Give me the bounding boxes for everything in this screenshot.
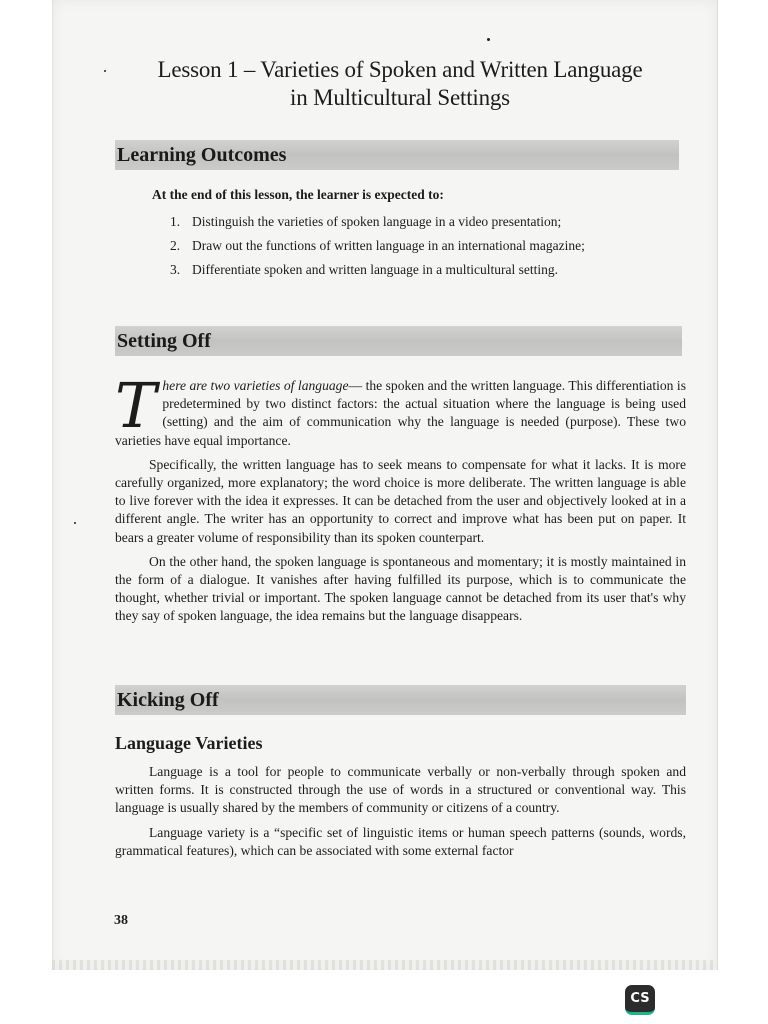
learning-outcomes-heading: Learning Outcomes — [117, 144, 287, 166]
outcome-text: Differentiate spoken and written language in a multicultural setting. — [192, 262, 559, 277]
kicking-off-paragraph-2: Language variety is a “specific set of linguistic items or human speech patterns (sounds, words, grammatical features), which can be associated with some external factor — [115, 824, 686, 858]
setting-off-paragraph-3: On the other hand, the spoken language is spontaneous and momentary; it is mostly maintained in the form of a dialogue. It vanishes after having fulfilled its purpose, which is to communicate the thought, whether trivial or important. The spoken language cannot be detached from its user that's why they say of spoken language, the idea remains but the language disappears. — [115, 553, 686, 624]
paragraph-1-rest: — the spoken and the written language. This differentiation is predetermined by two distinct factors: the actual situation where the language is being used (setting) and the aim of communication why the language is needed (purpose). These two varieties have equal importance. — [115, 378, 687, 448]
setting-off-body — [115, 369, 687, 626]
setting-off-heading: Setting Off — [117, 330, 211, 352]
outcome-number: 2. — [170, 238, 181, 253]
drop-cap: T — [115, 369, 157, 442]
lesson-title-line-2: in Multicultural Settings — [290, 85, 510, 110]
setting-off-bar — [115, 326, 682, 356]
outcome-text: Draw out the functions of written language in an international magazine; — [192, 238, 585, 253]
setting-off-paragraph-1 — [115, 369, 687, 450]
lesson-title — [100, 56, 700, 112]
page-number: 38 — [114, 913, 128, 928]
outcome-item — [170, 210, 585, 234]
camscanner-badge: CS — [625, 985, 655, 1015]
lesson-title-line-1: Lesson 1 – Varieties of Spoken and Written Language — [157, 57, 643, 82]
kicking-off-heading: Kicking Off — [117, 689, 219, 711]
page-bottom-edge — [52, 960, 716, 970]
outcome-item — [170, 234, 585, 258]
outcome-number: 3. — [170, 262, 181, 277]
kicking-off-body — [115, 763, 686, 860]
language-varieties-subheading: Language Varieties — [115, 733, 263, 753]
scan-speck — [487, 38, 490, 41]
learning-outcomes-bar — [115, 140, 679, 170]
outcomes-list — [170, 210, 585, 282]
outcome-item — [170, 258, 585, 282]
kicking-off-paragraph-1: Language is a tool for people to communicate verbally or non-verbally through spoken and written forms. It is constructed through the use of words in a structured or conventional way. This language is usually shared by the members of community or citizens of a country. — [115, 764, 686, 816]
scan-speck — [74, 522, 76, 524]
lead-italic-text: here are two varieties of language — [162, 378, 349, 393]
outcome-number: 1. — [170, 214, 181, 229]
outcomes-intro: At the end of this lesson, the learner is expected to: — [152, 187, 444, 202]
setting-off-paragraph-2: Specifically, the written language has to seek means to compensate for what it lacks. It is more carefully organized, more explanatory; the word choice is more deliberate. The written language is able to live forever with the idea it expresses. It can be detached from the user and objectively looked at in a different angle. The writer has an opportunity to correct and improve what has been put on paper. It bears a greater volume of responsibility than its spoken counterpart. — [115, 456, 686, 545]
kicking-off-bar — [115, 685, 686, 715]
outcome-text: Distinguish the varieties of spoken language in a video presentation; — [192, 214, 562, 229]
